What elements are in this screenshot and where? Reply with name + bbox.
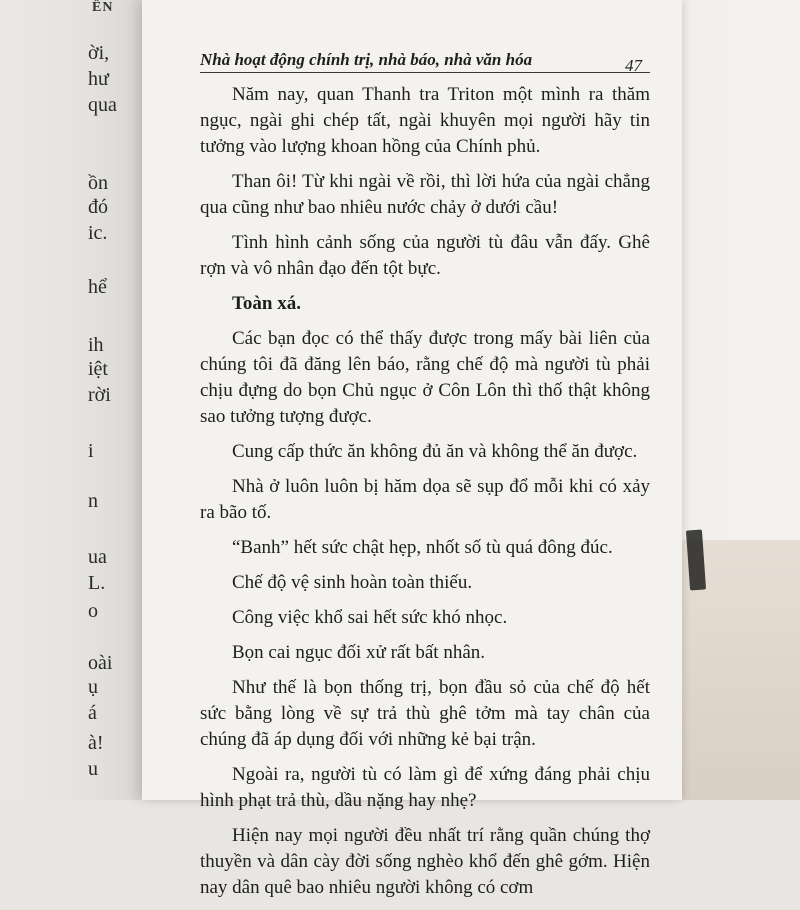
previous-page-fragment: o bbox=[88, 600, 98, 622]
previous-page-header-fragment: ÊN bbox=[92, 0, 114, 15]
previous-page-fragment: hư bbox=[88, 68, 109, 90]
previous-page-fragment: ua bbox=[88, 546, 107, 568]
previous-page-fragment: hể bbox=[88, 276, 107, 298]
previous-page-fragment: rời bbox=[88, 384, 111, 406]
paragraph: Công việc khổ sai hết sức khó nhọc. bbox=[232, 607, 508, 628]
running-head bbox=[200, 50, 650, 73]
previous-page-fragment: iệt bbox=[88, 358, 108, 380]
previous-page-fragment: ời, bbox=[88, 42, 110, 64]
previous-page-fragment: ụ bbox=[88, 676, 98, 698]
paragraph: Như thế là bọn thống trị, bọn đầu sỏ của chế độ hết sức bằng lòng về sự trả thù ghê tởm mà tay chân của chúng đã áp dụng đối với những kẻ bại trận. bbox=[200, 677, 650, 750]
previous-page-fragment: ih bbox=[88, 334, 104, 356]
running-head-title: Nhà hoạt động chính trị, nhà báo, nhà văn hóa bbox=[200, 50, 533, 69]
previous-page-edge bbox=[0, 0, 150, 800]
paragraph: Các bạn đọc có thể thấy được trong mấy bài liên của chúng tôi đã đăng lên báo, rằng chế độ mà người tù phải chịu đựng do bọn Chủ ngục ở Côn Lôn thì thố thật không sao tưởng tượng được. bbox=[200, 328, 650, 427]
previous-page-fragment: oài bbox=[88, 652, 113, 674]
page-body bbox=[200, 82, 650, 910]
paragraph: Ngoài ra, người tù có làm gì để xứng đáng phải chịu hình phạt trả thù, dầu nặng hay nhẹ? bbox=[200, 764, 650, 811]
previous-page-fragment: à! bbox=[88, 732, 104, 754]
paragraph: Than ôi! Từ khi ngài về rồi, thì lời hứa của ngài chẳng qua cũng như bao nhiêu nước chảy ở dưới cầu! bbox=[200, 171, 650, 218]
paragraph: Hiện nay mọi người đều nhất trí rằng quần chúng thợ thuyền và dân cày đời sống nghèo khổ đến ghê gớm. Hiện nay dân quê bao nhiêu người không có cơm bbox=[200, 825, 650, 898]
section-heading: Toàn xá. bbox=[232, 293, 301, 314]
previous-page-fragment: ic. bbox=[88, 222, 108, 244]
paragraph: Tình hình cảnh sống của người tù đâu vẫn đấy. Ghê rợn và vô nhân đạo đến tột bực. bbox=[200, 232, 650, 279]
book-page bbox=[142, 0, 682, 898]
previous-page-fragment: u bbox=[88, 758, 98, 780]
paragraph: Năm nay, quan Thanh tra Triton một mình ra thăm ngục, ngài ghi chép tất, ngài khuyên mọi người hãy tin tưởng vào lượng khoan hồng của Chính phủ. bbox=[200, 84, 650, 157]
previous-page-fragment: L. bbox=[88, 572, 106, 594]
previous-page-fragment: i bbox=[88, 440, 94, 462]
previous-page-fragment: qua bbox=[88, 94, 117, 116]
previous-page-fragment: ồn bbox=[88, 172, 108, 194]
paragraph: Cung cấp thức ăn không đủ ăn và không thể ăn được. bbox=[232, 441, 638, 462]
paragraph: Chế độ vệ sinh hoàn toàn thiếu. bbox=[232, 572, 473, 593]
page-number: 47 bbox=[625, 56, 642, 75]
paragraph: “Banh” hết sức chật hẹp, nhốt số tù quá đông đúc. bbox=[232, 537, 613, 558]
previous-page-fragment: n bbox=[88, 490, 98, 512]
previous-page-fragment: đó bbox=[88, 196, 108, 218]
paragraph: Nhà ở luôn luôn bị hăm dọa sẽ sụp đổ mỗi khi có xảy ra bão tố. bbox=[200, 476, 650, 523]
paragraph: Bọn cai ngục đối xử rất bất nhân. bbox=[232, 642, 486, 663]
previous-page-fragment: á bbox=[88, 702, 97, 724]
